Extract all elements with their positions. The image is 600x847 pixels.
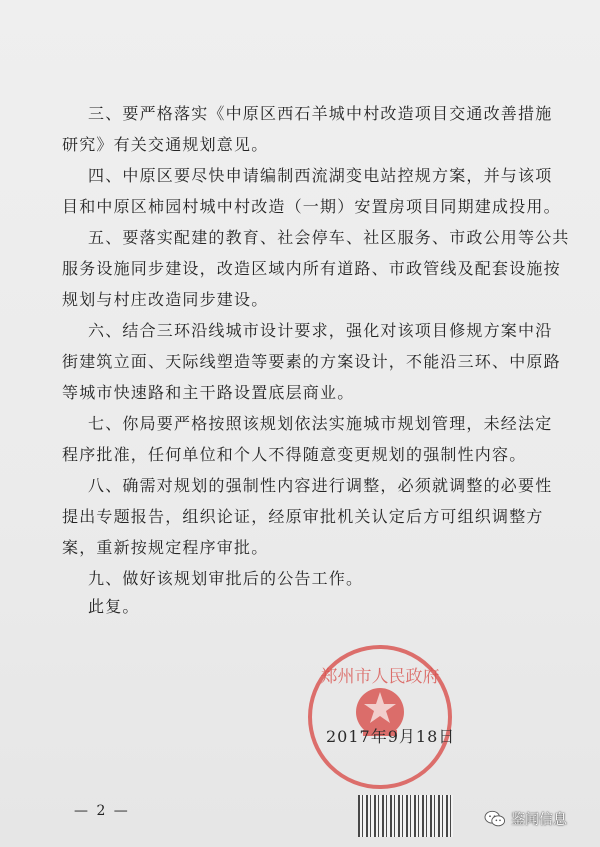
paragraph-6: [62, 315, 561, 408]
paragraph-3: [62, 98, 553, 160]
text-line: 研究》有关交通规划意见。: [62, 135, 269, 154]
text-line: 七、你局要严格按照该规划依法实施城市规划管理，未经法定: [88, 414, 553, 433]
text-line: 四、中原区要尽快申请编制西流湖变电站控规方案，并与该项: [88, 166, 553, 185]
text-line: 八、确需对规划的强制性内容进行调整，必须就调整的必要性: [88, 476, 553, 495]
text-line: 街建筑立面、天际线塑造等要素的方案设计，不能沿三环、中原路: [62, 352, 561, 371]
closing-text: 此复。: [88, 597, 140, 616]
watermark: [484, 808, 567, 830]
text-line: 五、要落实配建的教育、社会停车、社区服务、市政公用等公共: [88, 228, 570, 247]
paragraph-5: [62, 222, 570, 315]
watermark-text: 鉴闻信息: [511, 812, 567, 828]
text-line: 程序批准，任何单位和个人不得随意变更规划的强制性内容。: [62, 445, 527, 464]
page-number: — 2 —: [74, 803, 130, 819]
text-line: 三、要严格落实《中原区西石羊城中村改造项目交通改善措施: [88, 104, 553, 123]
text-line: 服务设施同步建设，改造区域内所有道路、市政管线及配套设施按: [62, 259, 561, 278]
seal-text: 郑州市人民政府: [320, 667, 440, 687]
text-line: 九、做好该规划审批后的公告工作。: [88, 569, 364, 588]
paragraph-4: [62, 160, 561, 222]
official-seal: [305, 642, 455, 792]
document-date: 2017年9月18日: [326, 727, 456, 746]
paragraph-9: [62, 563, 540, 594]
barcode-image: [358, 795, 453, 837]
paragraph-8: [62, 470, 553, 563]
text-line: 提出专题报告，组织论证，经原审批机关认定后方可组织调整方: [62, 507, 544, 526]
wechat-icon: [484, 809, 506, 829]
text-line: 规划与村庄改造同步建设。: [62, 290, 269, 309]
text-line: 目和中原区柿园村城中村改造（一期）安置房项目同期建成投用。: [62, 197, 561, 216]
text-line: 案，重新按规定程序审批。: [62, 538, 269, 557]
paragraph-7: [62, 408, 553, 470]
text-line: 等城市快速路和主干路设置底层商业。: [62, 383, 355, 402]
text-line: 六、结合三环沿线城市设计要求，强化对该项目修规方案中沿: [88, 321, 553, 340]
